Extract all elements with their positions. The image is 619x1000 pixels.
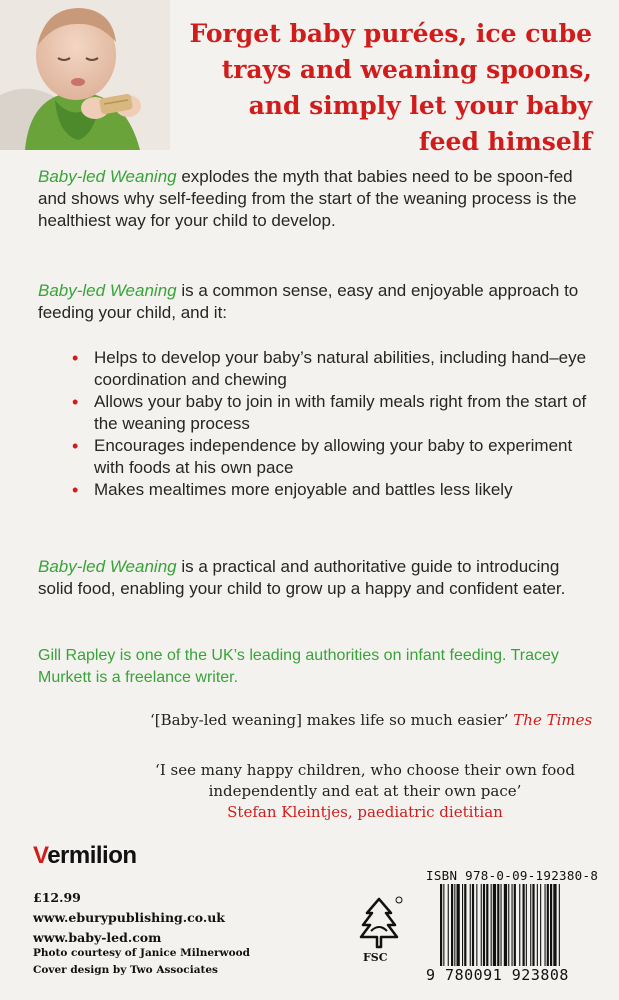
- barcode-bar: [501, 884, 502, 966]
- website-baby-led: www.baby-led.com: [33, 930, 162, 945]
- list-item: [70, 479, 594, 501]
- quote-text: ‘[Baby-led weaning] makes life so much easier’: [150, 711, 514, 729]
- review-quote-1: [150, 710, 610, 731]
- review-quote-2: [130, 760, 600, 823]
- fsc-label: FSC: [363, 951, 388, 964]
- barcode-bar: [497, 884, 499, 966]
- barcode-bar: [545, 884, 546, 966]
- barcode-bar: [440, 884, 442, 966]
- barcode-bar: [486, 884, 488, 966]
- barcode-bar: [464, 884, 466, 966]
- barcode-bar: [491, 884, 492, 966]
- list-item: [70, 435, 594, 479]
- fsc-tree-icon: [353, 895, 405, 955]
- guide-paragraph: [38, 556, 590, 600]
- publisher-logo-rest: ermilion: [47, 842, 137, 869]
- author-bio: Gill Rapley is one of the UK’s leading authorities on infant feeding. Tracey Murkett is a freelance writer.: [38, 647, 559, 686]
- list-item-text: Helps to develop your baby’s natural abilities, including hand–eye coordination and chewing: [94, 348, 587, 389]
- quote-text: ‘I see many happy children, who choose their own food independently and eat at their own pace’: [155, 761, 575, 800]
- barcode-bar: [470, 884, 471, 966]
- book-title: Baby-led Weaning: [38, 167, 177, 186]
- headline: [130, 16, 592, 160]
- headline-line-3: and simply let your baby: [248, 91, 592, 120]
- barcode-bar: [443, 884, 444, 966]
- book-title: Baby-led Weaning: [38, 557, 177, 576]
- barcode-bar: [451, 884, 453, 966]
- bullet-icon: •: [72, 436, 79, 456]
- price: £12.99: [33, 890, 81, 905]
- barcode-bar: [519, 884, 520, 966]
- approach-text: is a common sense, easy and enjoyable approach to feeding your child, and it:: [38, 281, 579, 322]
- barcode-bar: [454, 884, 455, 966]
- barcode-bar: [512, 884, 513, 966]
- barcode-bar: [462, 884, 463, 966]
- barcode-bar: [553, 884, 556, 966]
- barcode-bar: [457, 884, 460, 966]
- barcode-bar: [493, 884, 496, 966]
- approach-paragraph: [38, 280, 590, 324]
- list-item: [70, 391, 594, 435]
- barcode-bar: [472, 884, 474, 966]
- quote-source: The Times: [513, 711, 593, 729]
- barcode-bar: [537, 884, 538, 966]
- barcode-bar: [508, 884, 509, 966]
- barcode-bar: [550, 884, 552, 966]
- book-title: Baby-led Weaning: [38, 281, 177, 300]
- barcode-bar: [514, 884, 516, 966]
- intro-text: explodes the myth that babies need to be spoon-fed and shows why self-feeding from the start of the weaning process is the healthiest way for your child to develop.: [38, 167, 577, 230]
- list-item-text: Makes mealtimes more enjoyable and battles less likely: [94, 480, 513, 499]
- bullet-icon: •: [72, 480, 79, 500]
- barcode-bar: [504, 884, 507, 966]
- barcode-bar: [476, 884, 477, 966]
- list-item-text: Encourages independence by allowing your baby to experiment with foods at his own pace: [94, 436, 573, 477]
- barcode-bar: [448, 884, 449, 966]
- quote-source: Stefan Kleintjes, paediatric dietitian: [227, 803, 503, 821]
- publisher-logo: [33, 842, 137, 870]
- bullet-icon: •: [72, 392, 79, 412]
- isbn-number: ISBN 978-0-09-192380-8: [426, 868, 599, 883]
- headline-line-2: trays and weaning spoons,: [221, 55, 592, 84]
- list-item-text: Allows your baby to join in with family meals right from the start of the weaning process: [94, 392, 587, 433]
- headline-line-4: feed himself: [418, 127, 592, 156]
- credits: [33, 945, 250, 979]
- photo-credit: Photo courtesy of Janice Milnerwood: [33, 947, 250, 959]
- barcode-bar: [526, 884, 527, 966]
- publisher-logo-initial: V: [33, 842, 48, 869]
- barcode-bar: [559, 884, 560, 966]
- barcode: [440, 884, 595, 966]
- bullet-icon: •: [72, 348, 79, 368]
- benefits-list: [70, 347, 594, 501]
- intro-paragraph: [38, 166, 590, 232]
- barcode-bar: [532, 884, 534, 966]
- barcode-bar: [540, 884, 541, 966]
- barcode-bar: [483, 884, 485, 966]
- barcode-bar: [481, 884, 482, 966]
- design-credit: Cover design by Two Associates: [33, 964, 218, 976]
- barcode-bar: [547, 884, 549, 966]
- headline-line-1: Forget baby purées, ice cube: [189, 19, 592, 48]
- barcode-bar: [530, 884, 531, 966]
- barcode-bar: [523, 884, 525, 966]
- publisher-info: [33, 888, 225, 948]
- barcode-digits: 9 780091 923808: [426, 966, 569, 984]
- guide-text: is a practical and authoritative guide to introducing solid food, enabling your child to grow up a happy and confident eater.: [38, 557, 566, 598]
- website-ebury: www.eburypublishing.co.uk: [33, 910, 225, 925]
- list-item: [70, 347, 594, 391]
